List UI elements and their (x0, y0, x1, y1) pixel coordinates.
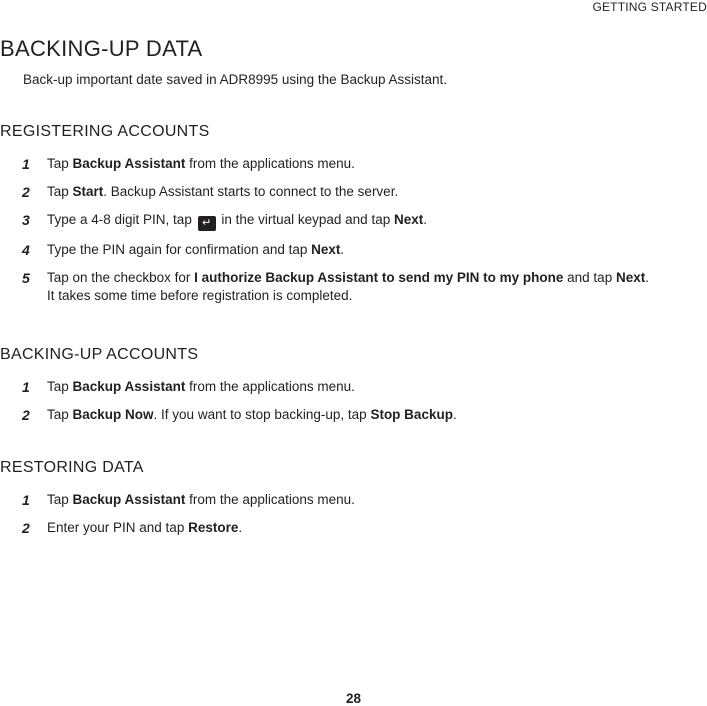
ui-term: Next (311, 242, 341, 257)
section-restoring-data (0, 459, 707, 537)
page-number: 28 (345, 691, 362, 706)
step-item: 2 Tap Backup Now. If you want to stop backing-up, tap Stop Backup. (22, 407, 457, 423)
ui-term: Start (72, 184, 104, 199)
step-number: 2 (22, 407, 30, 423)
step-item: 1 Tap Backup Assistant from the applications menu. (22, 492, 355, 508)
section-heading: REGISTERING ACCOUNTS (0, 123, 210, 140)
ui-term: I authorize Backup Assistant to send my PIN to my phone (194, 270, 564, 285)
step-list (0, 155, 707, 305)
step-number: 2 (22, 520, 30, 536)
step-number: 2 (22, 184, 30, 200)
step-item: 4 Type the PIN again for confirmation and tap Next. (22, 242, 345, 258)
step-number: 1 (22, 492, 30, 508)
ui-term: Backup Assistant (72, 156, 186, 171)
step-list (0, 378, 707, 424)
section-heading: RESTORING DATA (0, 459, 144, 476)
step-number: 3 (22, 212, 30, 228)
step-number: 4 (22, 242, 30, 258)
running-head: GETTING STARTED (592, 0, 707, 14)
step-item: 1 Tap Backup Assistant from the applications menu. (22, 156, 355, 172)
ui-term: Backup Now (72, 407, 154, 422)
step-item: 3 Type a 4-8 digit PIN, tap ↵ in the virtual keypad and tap Next. (22, 212, 427, 229)
step-item: 2 Tap Start. Backup Assistant starts to connect to the server. (22, 184, 399, 200)
ui-term: Stop Backup (370, 407, 453, 422)
ui-term: Restore (188, 520, 239, 535)
step-number: 5 (22, 270, 30, 286)
page-title: BACKING-UP DATA (0, 36, 203, 61)
section-registering-accounts (0, 123, 707, 305)
step-number: 1 (22, 379, 30, 395)
ui-term: Backup Assistant (72, 492, 186, 507)
section-heading: BACKING-UP ACCOUNTS (0, 346, 199, 363)
intro-text: Back-up important date saved in ADR8995 using the Backup Assistant. (23, 72, 447, 87)
step-list (0, 491, 707, 537)
section-backing-up-accounts (0, 346, 707, 424)
step-note: It takes some time before registration is completed. (47, 288, 353, 303)
ui-term: Next (615, 270, 646, 285)
enter-key-icon: ↵ (198, 216, 216, 231)
step-item: 5 Tap on the checkbox for I authorize Backup Assistant to send my PIN to my phone and tap Next. It takes some time before registration is completed. (22, 270, 649, 303)
ui-term: Next (393, 212, 424, 227)
step-number: 1 (22, 156, 30, 172)
ui-term: Backup Assistant (72, 379, 186, 394)
step-item: 1 Tap Backup Assistant from the applications menu. (22, 379, 355, 395)
step-item: 2 Enter your PIN and tap Restore. (22, 520, 243, 536)
